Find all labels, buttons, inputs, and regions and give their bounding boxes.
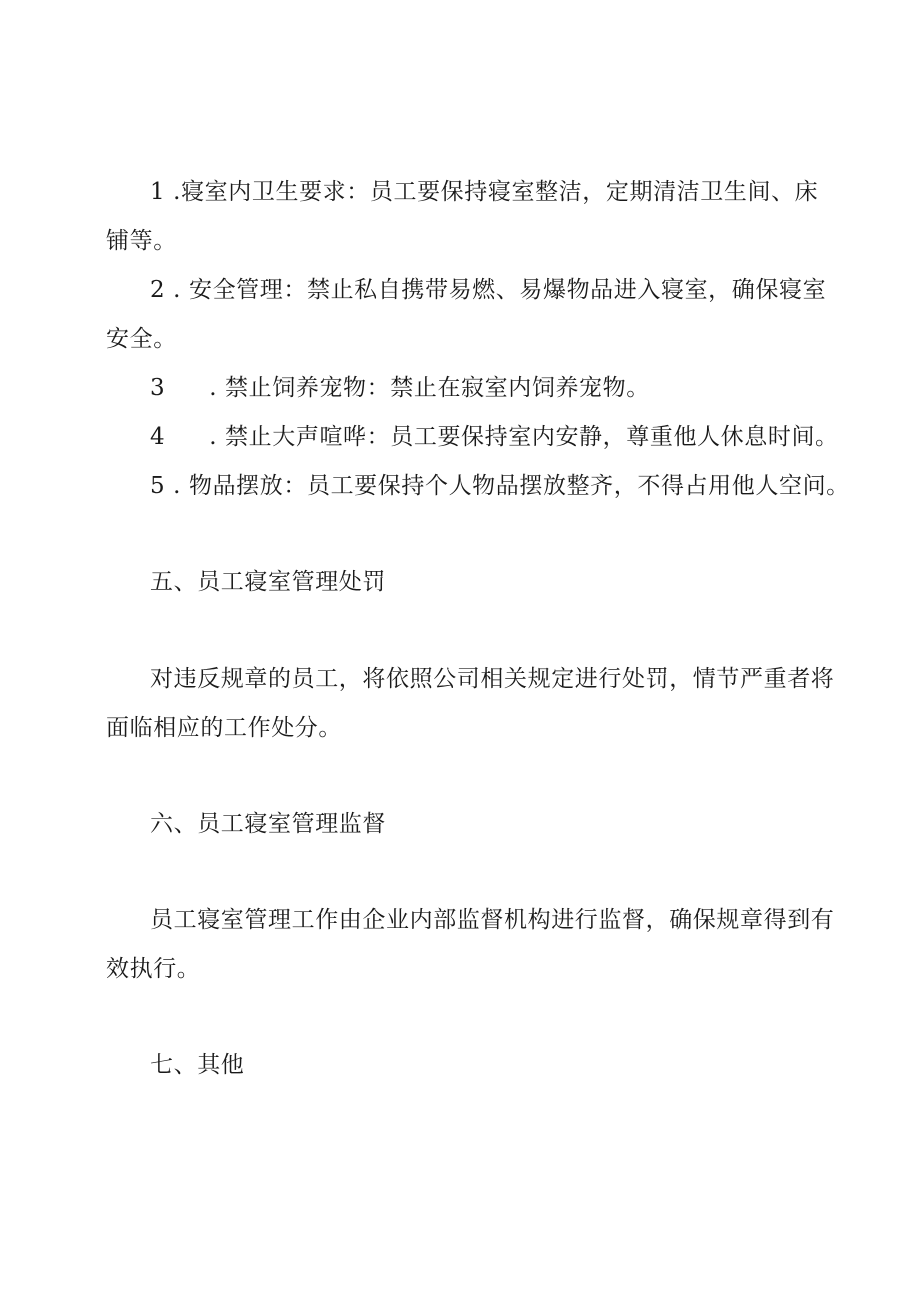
rule-text: 安全。 — [106, 326, 177, 352]
section-paragraph-penalty-line2: 面临相应的工作处分。 — [106, 715, 342, 741]
section-paragraph-supervision-line2: 效执行。 — [106, 956, 201, 982]
rule-text: . 禁止饲养宠物：禁止在寂室内饲养宠物。 — [209, 375, 650, 401]
rule-item-2 — [150, 276, 826, 304]
section-heading-supervision: 六、员工寝室管理监督 — [150, 811, 386, 837]
rule-number: 1 — [150, 179, 166, 205]
rule-item-5 — [150, 472, 850, 500]
section-paragraph-penalty-line1: 对违反规章的员工，将依照公司相关规定进行处罚，情节严重者将 — [150, 666, 835, 692]
section-heading-penalty: 五、员工寝室管理处罚 — [150, 569, 386, 595]
rule-text: . 禁止大声喧哗：员工要保持室内安静，尊重他人休息时间。 — [209, 424, 839, 450]
section-heading-other: 七、其他 — [150, 1052, 245, 1078]
rule-text: . 物品摆放：员工要保持个人物品摆放整齐，不得占用他人空问。 — [173, 473, 850, 499]
rule-item-1-continuation — [106, 227, 177, 255]
rule-number: 2 — [150, 277, 166, 303]
rule-number: 3 — [150, 375, 166, 401]
rule-number: 4 — [150, 424, 166, 450]
rule-item-1 — [150, 178, 818, 206]
rule-number: 5 — [150, 473, 166, 499]
rule-item-2-continuation — [106, 325, 177, 353]
rule-item-4 — [150, 423, 839, 451]
rule-text: . 安全管理：禁止私自携带易燃、易爆物品进入寝室，确保寝室 — [173, 277, 827, 303]
rule-text: .寝室内卫生要求：员工要保持寝室整洁，定期清洁卫生间、床 — [173, 179, 819, 205]
rule-item-3 — [150, 374, 650, 402]
section-paragraph-supervision-line1: 员工寝室管理工作由企业内部监督机构进行监督，确保规章得到有 — [150, 907, 835, 933]
rule-text: 铺等。 — [106, 228, 177, 254]
